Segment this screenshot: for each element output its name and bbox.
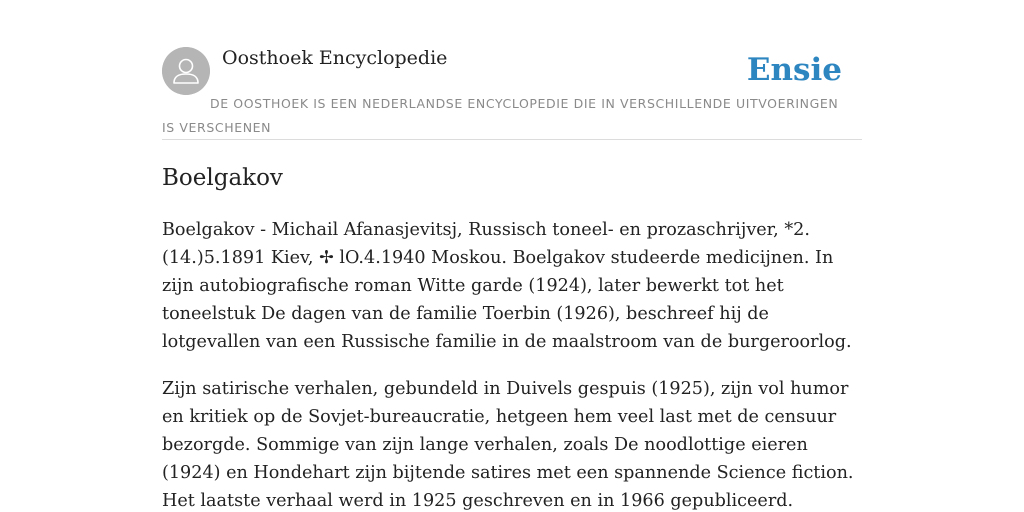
article-paragraph: Zijn satirische verhalen, gebundeld in Duivels gespuis (1925), zijn vol humor en kritiek op de Sovjet-bureaucratie, hetgeen hem veel last met de censuur bezorgde. Sommige van zijn lange verhalen, zoals De noodlottige eieren (1924) en Hondehart zijn bijtende satires met een spannende Science fiction. Het laatste verhaal werd in 1925 geschreven en in 1966 gepubliceerd.: [162, 379, 854, 511]
ensie-logo[interactable]: Ensie: [746, 52, 842, 88]
page-title: Boelgakov: [162, 165, 283, 191]
article-paragraph: Boelgakov - Michail Afanasjevitsj, Russisch toneel- en prozaschrijver, *2.(14.)5.1891 Kiev, ✢ lO.4.1940 Moskou. Boelgakov studeerde medicijnen. In zijn autobiografische roman Witte garde (1924), later bewerkt tot het toneelstuk De dagen van de familie Toerbin (1926), beschreef hij de lotgevallen van een Russische familie in de maalstroom van de burgeroorlog.: [162, 220, 852, 352]
article: [162, 160, 864, 512]
source-description: DE OOSTHOEK IS EEN NEDERLANDSE ENCYCLOPEDIE DIE IN VERSCHILLENDE UITVOERINGEN IS VERSCHENEN: [162, 96, 839, 135]
user-avatar-icon[interactable]: [162, 47, 210, 95]
source-header: [162, 46, 862, 140]
source-title[interactable]: Oosthoek Encyclopedie: [222, 47, 448, 69]
